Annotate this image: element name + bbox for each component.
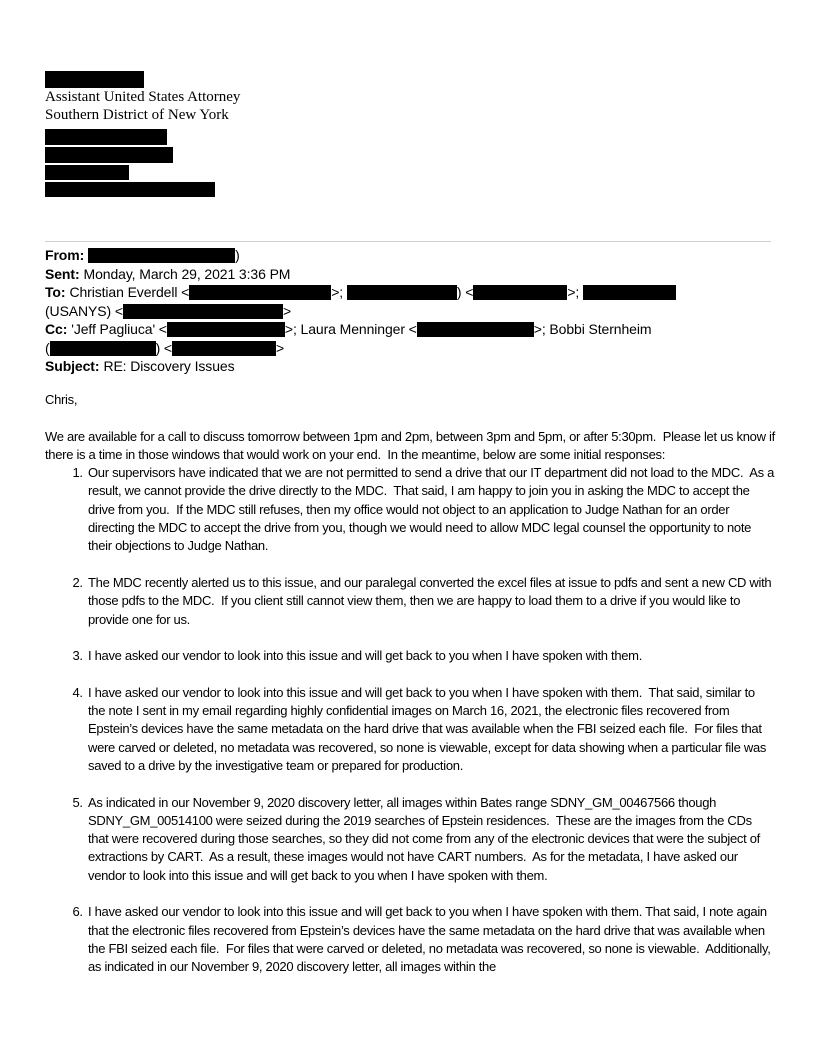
header-label-to: To:: [45, 284, 66, 300]
header-text: >; Bobbi Sternheim: [533, 321, 652, 337]
header-text: ) <: [155, 339, 172, 356]
header-text: Christian Everdell <: [69, 284, 190, 300]
header-label-sent: Sent:: [45, 265, 80, 282]
header-text: >;: [567, 284, 583, 300]
header-text: >; Laura Menninger <: [284, 321, 417, 337]
redaction-bar: [45, 165, 129, 180]
letterhead-district: Southern District of New York: [45, 106, 229, 123]
redaction-bar: [45, 71, 144, 88]
header-label-from: From:: [45, 247, 85, 263]
redaction-bar: [172, 341, 276, 356]
response-item: 4. I have asked our vendor to look into this issue and will get back to you when I have spoken with them. That said, similar to the note I sent in my email regarding highly confidential images on March 16, 2021, the electronic files recovered from Epstein’s devices have the same metadata on the hard drive that was available when the FBI seized each file. For files that were carved or deleted, no metadata was recovered, so none is viewable, except for data showing when a particular file was saved to a drive by the investigative team or prepared for production.: [86, 684, 775, 775]
header-field-sent: [45, 265, 773, 284]
header-text: RE: Discovery Issues: [103, 358, 235, 374]
header-label-cc: Cc:: [45, 321, 68, 337]
intro-paragraph: We are available for a call to discuss tomorrow between 1pm and 2pm, between 3pm and 5pm, or after 5:30pm. Please let us know if there is a time in those windows that would work on your end. In the meantime, below are some initial responses:: [45, 428, 779, 462]
response-item: 2. The MDC recently alerted us to this issue, and our paralegal converted the excel files at issue to pdfs and sent a new CD with those pdfs to the MDC. If you client still cannot view them, then we are happy to load them to a drive if you would like to provide one for us.: [86, 574, 775, 629]
letterhead-title: Assistant United States Attorney: [45, 89, 241, 105]
redaction-bar: [50, 341, 156, 356]
response-item: 3. I have asked our vendor to look into this issue and will get back to you when I have spoken with them.: [86, 647, 775, 665]
header-field-cc-cont: [45, 339, 773, 358]
header-field-subject: [45, 357, 773, 376]
greeting: Chris,: [45, 392, 78, 407]
header-field-cc: [45, 320, 773, 339]
redaction-bar: [189, 285, 331, 300]
header-text: >: [276, 339, 285, 356]
redaction-bar: [45, 129, 167, 145]
response-item: 1. Our supervisors have indicated that we are not permitted to send a drive that our IT department did not load to the MDC. As a result, we cannot provide the drive directly to the MDC. That said, I am happy to join you in asking the MDC to accept the drive from you. If the MDC still refuses, then my office would not object to an application to Judge Nathan for an order directing the MDC to accept the drive from you, though we would need to allow MDC legal counsel the opportunity to note their objections to Judge Nathan.: [86, 464, 775, 555]
header-text: 'Jeff Pagliuca' <: [71, 321, 167, 337]
header-field-from: [45, 246, 773, 265]
redaction-bar: [45, 182, 215, 197]
header-text: Monday, March 29, 2021 3:36 PM: [83, 265, 291, 282]
letterhead: [45, 71, 240, 199]
redaction-bar: [473, 285, 567, 300]
header-text: ) <: [456, 284, 474, 300]
redaction-bar: [347, 285, 457, 300]
response-item: 5. As indicated in our November 9, 2020 discovery letter, all images within Bates range SDNY_GM_00467566 though SDNY_GM_00514100 were seized during the 2019 searches of Epstein residences. These are the images from the CDs that were recovered during those searches, so they did not come from any of the electronic devices that were the subject of extractions by CART. As a result, these images would not have CART numbers. As for the metadata, I have asked our vendor to look into this issue and will get back to you when I have spoken with them.: [86, 794, 775, 885]
email-header: [45, 246, 773, 376]
redaction-bar: [167, 322, 285, 337]
header-divider: [45, 241, 771, 242]
response-item: 6. I have asked our vendor to look into this issue and will get back to you when I have spoken with them. That said, I note again that the electronic files recovered from Epstein’s devices have the same metadata on the hard drive that was available when the FBI seized each file. For files that were carved or deleted, no metadata was recovered, so none is viewable. Additionally, as indicated in our November 9, 2020 discovery letter, all images within the: [86, 903, 775, 976]
header-label-subject: Subject:: [45, 358, 100, 374]
redaction-bar: [583, 285, 676, 300]
redaction-bar: [123, 304, 283, 319]
header-text: >: [282, 302, 292, 319]
letterhead-redactions: [45, 129, 240, 197]
header-text: (: [45, 339, 50, 356]
redaction-bar: [417, 322, 534, 337]
response-list: [45, 464, 778, 976]
header-text: >;: [331, 284, 347, 300]
header-field-to-cont: [45, 302, 773, 321]
redaction-bar: [45, 147, 173, 163]
header-text: ): [235, 247, 240, 263]
header-text: (USANYS) <: [45, 302, 123, 319]
header-field-to: [45, 283, 773, 302]
email-body: [45, 391, 779, 995]
redaction-bar: [88, 248, 235, 263]
